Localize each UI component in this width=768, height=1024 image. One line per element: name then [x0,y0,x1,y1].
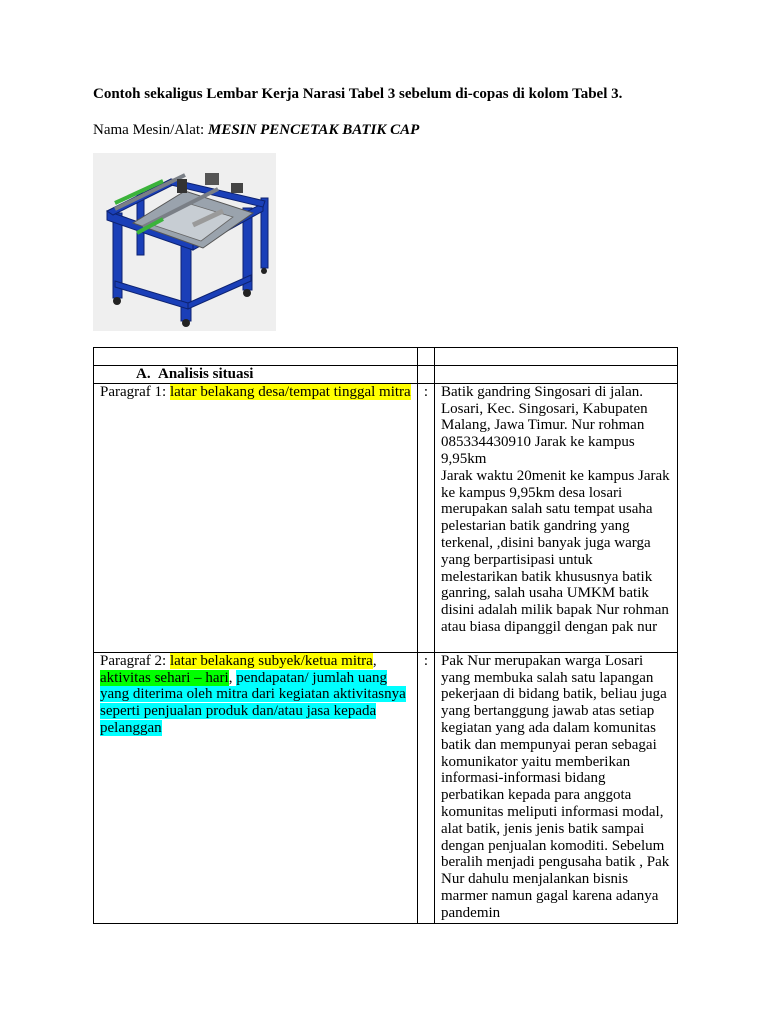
section-row [94,366,678,384]
paragraph-2-sep: , [228,669,237,686]
header-cell-3 [435,348,678,366]
section-empty-cell [418,366,435,384]
section-title: Analisis situasi [158,366,254,382]
document-heading: Contoh sekaligus Lembar Kerja Narasi Tabel 3 sebelum di-copas di kolom Tabel 3. [93,86,623,102]
paragraph-1-content [435,383,678,652]
header-cell-1 [94,348,418,366]
table-row [94,383,678,652]
colon-cell: : [418,652,435,923]
section-empty-cell [435,366,678,384]
paragraph-1-prefix: Paragraf 1: [100,383,170,400]
paragraph-1-text-2: Jarak waktu 20menit ke kampus Jarak ke kampus 9,95km desa losari merupakan salah satu tempat usaha pelestarian batik gandring yang terkenal, ,disini banyak juga warga yang berpartisipasi untuk melestarikan batik khususnya batik ganring, salah usaha UMKM batik disini adalah milik bapak Nur rohman atau biasa dipanggil dengan pak nur [441,467,670,635]
paragraph-2-highlight-yellow: latar belakang subyek/ketua mitra [169,652,373,669]
paragraph-2-prefix: Paragraf 2: [100,652,170,669]
situation-analysis-table [93,347,678,924]
paragraph-2-highlight-cyan: pendapatan/ jumlah uang yang diterima oleh mitra dari kegiatan aktivitasnya seperti penjualan produk dan/atau jasa kepada pelanggan [100,669,406,736]
header-cell-2 [418,348,435,366]
paragraph-2-highlight-green: aktivitas sehari – hari [100,669,229,686]
paragraph-2-label [94,652,418,923]
paragraph-1-text: Batik gandring Singosari di jalan. Losari, Kec. Singosari, Kabupaten Malang, Jawa Timur. Nur rohman 085334430910 Jarak ke kampus 9,95km [441,383,648,467]
paragraph-1-highlight: latar belakang desa/tempat tinggal mitra [169,383,411,400]
paragraph-2-sep: , [372,652,377,669]
machine-name-line [93,122,419,139]
batik-stamp-machine-illustration [93,153,276,331]
section-title-cell [94,366,418,384]
machine-label: Nama Mesin/Alat: [93,122,208,138]
paragraph-2-content: Pak Nur merupakan warga Losari yang membuka salah satu lapangan pekerjaan di bidang batik, beliau juga yang bertanggung jawab atas setiap kegiatan yang ada dalam komunitas batik dan mempunyai peran sebagai komunikator yaitu memberikan informasi-informasi bidang perbatikan kepada para anggota komunitas meliputi informasi modal, alat batik, jenis jenis batik sampai dengan penjualan komoditi. Sebelum beralih menjadi pengusaha batik , Pak Nur dahulu menjalankan bisnis marmer namun gagal karena adanya pandemin [435,652,678,923]
paragraph-1-label [94,383,418,652]
table-header-row [94,348,678,366]
machine-image [93,153,276,331]
machine-name: MESIN PENCETAK BATIK CAP [207,122,420,138]
table-row [94,652,678,923]
section-letter: A. [136,366,151,382]
colon-cell: : [418,383,435,652]
